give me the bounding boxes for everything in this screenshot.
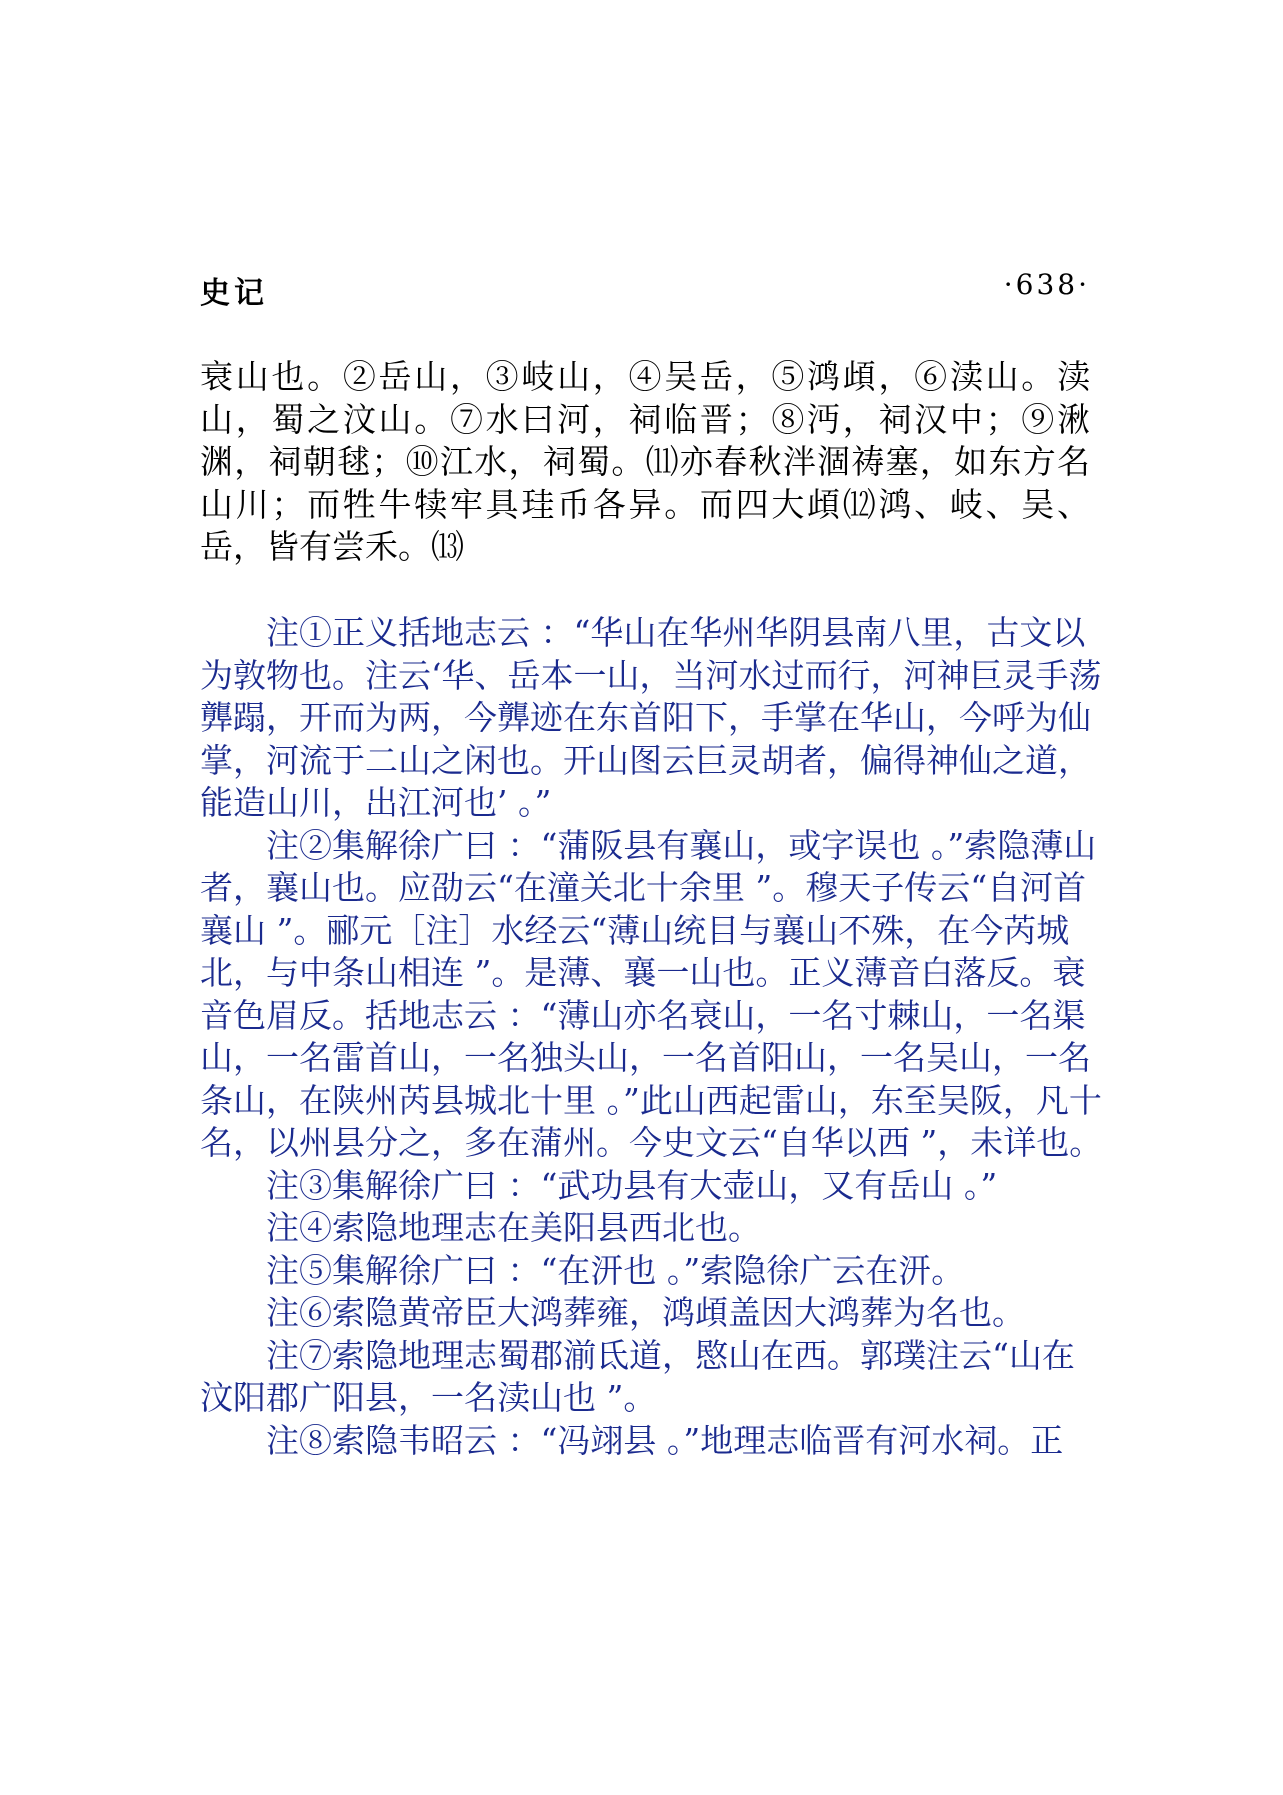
note-1: 注①正义括地志云 ：“华山在华州华阴县南八里，古文以为敦物也。注云‘华、岳本一山，当河水过而行，河神巨灵手荡龏蹋，开而为两，今龏迹在东首阳下，手掌在华山，今呼为仙掌，河流于二山之闲也。开山图云巨灵胡者，偏得神仙之道，能造山川，出江河也’ 。” (200, 613, 1102, 822)
book-title: 史记 (200, 276, 268, 311)
notes-section (200, 612, 1105, 1462)
note-8: 注⑧索隐韦昭云 ：“冯翊县 。”地理志临晋有河水祠。正 (266, 1420, 1064, 1460)
note-3: 注③集解徐广曰 ：“武功县有大壶山，又有岳山 。” (266, 1165, 998, 1205)
note-6: 注⑥索隐黄帝臣大鸿葬雍，鸿頉盖因大鸿葬为名也。 (266, 1293, 1025, 1332)
note-2: 注②集解徐广曰 ：“蒲阪县有襄山，或字误也 。”索隐薄山者，襄山也。应劭云“在潼关北十余里 ”。穆天子传云“自河首襄山 ”。郦元［注］水经云“薄山统目与襄山不殊，在今芮城北，与中条山相连 ”。是薄、襄一山也。正义薄音白落反。衰音色眉反。括地志云 ：“薄山亦名衰山，一名寸棘山，一名渠山，一名雷首山，一名独头山，一名首阳山，一名吴山，一名条山，在陕州芮县城北十里 。”此山西起雷山，东至吴阪，凡十名，以州县分之，多在蒲州。今史文云“自华以西 ”，未详也。 (200, 825, 1103, 1162)
page-number: ·638· (1003, 268, 1090, 301)
note-5: 注⑤集解徐广曰 ：“在汧也 。”索隐徐广云在汧。 (266, 1250, 965, 1290)
note-7: 注⑦索隐地理志蜀郡湔氐道，愍山在西。郭璞注云“山在汶阳郡广阳县，一名渎山也 ”。 (200, 1335, 1075, 1417)
page-header (200, 268, 1090, 318)
main-text: 衰山也。②岳山，③岐山，④吴岳，⑤鸿頉，⑥渎山。渎山，蜀之汶山。⑦水曰河，祠临晋；⑧沔，祠汉中；⑨湫渊，祠朝毬；⑩江水，祠蜀。⑾亦春秋泮涸祷塞，如东方名山川；而牲牛犊牢具珪币各异。而四大頉⑿鸿、岐、吴、岳，皆有尝禾。⒀ (200, 357, 1090, 566)
note-4: 注④索隐地理志在美阳县西北也。 (266, 1208, 761, 1247)
